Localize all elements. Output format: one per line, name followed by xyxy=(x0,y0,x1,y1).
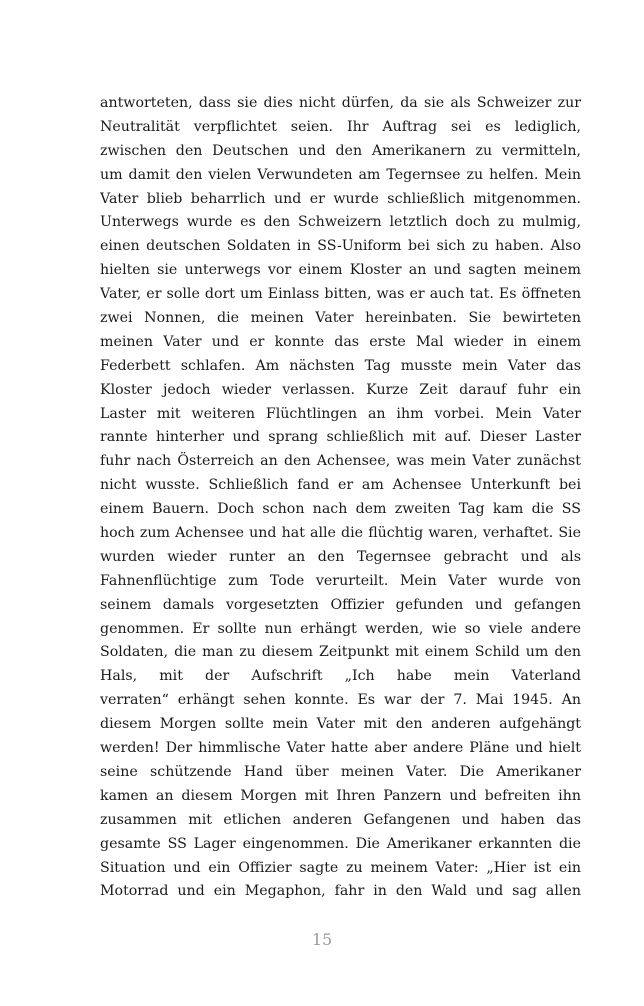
text-line: rannte hinterher und sprang schließlich mit auf. Dieser Laster xyxy=(100,429,581,446)
text-line: hielten sie unterwegs vor einem Kloster an und sagten meinem xyxy=(100,262,581,279)
text-line: einen deutschen Soldaten in SS-Uniform bei sich zu haben. Also xyxy=(100,238,581,255)
text-line: zusammen mit etlichen anderen Gefangenen und haben das xyxy=(100,811,581,828)
text-line: Motorrad und ein Megaphon, fahr in den Wald und sag allen xyxy=(100,883,581,900)
text-line: Vater blieb beharrlich und er wurde schließlich mitgenommen. xyxy=(100,190,581,207)
text-line: Federbett schlafen. Am nächsten Tag musste mein Vater das xyxy=(100,357,581,374)
text-line: seine schützende Hand über meinen Vater. Die Amerikaner xyxy=(100,763,581,780)
text-line: Situation und ein Offizier sagte zu meinem Vater: „Hier ist ein xyxy=(100,859,581,876)
text-line: diesem Morgen sollte mein Vater mit den anderen aufgehängt xyxy=(100,716,581,733)
text-line: verraten“ erhängt sehen konnte. Es war der 7. Mai 1945. An xyxy=(100,692,581,709)
text-line: Laster mit weiteren Flüchtlingen an ihm vorbei. Mein Vater xyxy=(100,405,581,422)
text-line: wurden wieder runter an den Tegernsee gebracht und als xyxy=(100,548,581,565)
text-line: hoch zum Achensee und hat alle die flüchtig waren, verhaftet. Sie xyxy=(100,525,581,542)
text-line: zwei Nonnen, die meinen Vater hereinbaten. Sie bewirteten xyxy=(100,310,581,327)
text-line: werden! Der himmlische Vater hatte aber andere Pläne und hielt xyxy=(100,740,581,757)
text-line: antworteten, dass sie dies nicht dürfen, da sie als Schweizer zur xyxy=(100,95,581,111)
text-line: fuhr nach Österreich an den Achensee, was mein Vater zunächst xyxy=(100,453,581,470)
text-line: um damit den vielen Verwundeten am Tegernsee zu helfen. Mein xyxy=(100,166,581,183)
page-number: 15 xyxy=(311,930,333,949)
text-line: Vater, er solle dort um Einlass bitten, was er auch tat. Es öffneten xyxy=(100,286,581,303)
text-line: einem Bauern. Doch schon nach dem zweiten Tag kam die SS xyxy=(100,501,581,518)
text-line: Soldaten, die man zu diesem Zeitpunkt mit einem Schild um den xyxy=(100,644,581,661)
text-line: nicht wusste. Schließlich fand er am Achensee Unterkunft bei xyxy=(100,477,581,494)
text-line: kamen an diesem Morgen mit Ihren Panzern und befreiten ihn xyxy=(100,787,581,804)
text-line: Hals, mit der Aufschrift „Ich habe mein Vaterland xyxy=(100,668,581,685)
text-line: genommen. Er sollte nun erhängt werden, wie so viele andere xyxy=(100,620,581,637)
text-line: Fahnenflüchtige zum Tode verurteilt. Mein Vater wurde von xyxy=(100,572,581,589)
text-line: Neutralität verpflichtet seien. Ihr Auftrag sei es lediglich, xyxy=(100,118,581,135)
text-line: meinen Vater und er konnte das erste Mal wieder in einem xyxy=(100,333,581,350)
text-line: gesamte SS Lager eingenommen. Die Amerikaner erkannten die xyxy=(100,835,581,852)
text-line: seinem damals vorgesetzten Offizier gefunden und gefangen xyxy=(100,596,581,613)
text-line: zwischen den Deutschen und den Amerikanern zu vermitteln, xyxy=(100,142,581,159)
text-line: Unterwegs wurde es den Schweizern letztlich doch zu mulmig, xyxy=(100,214,581,231)
body-text xyxy=(100,92,581,904)
text-line: Kloster jedoch wieder verlassen. Kurze Zeit darauf fuhr ein xyxy=(100,381,581,398)
